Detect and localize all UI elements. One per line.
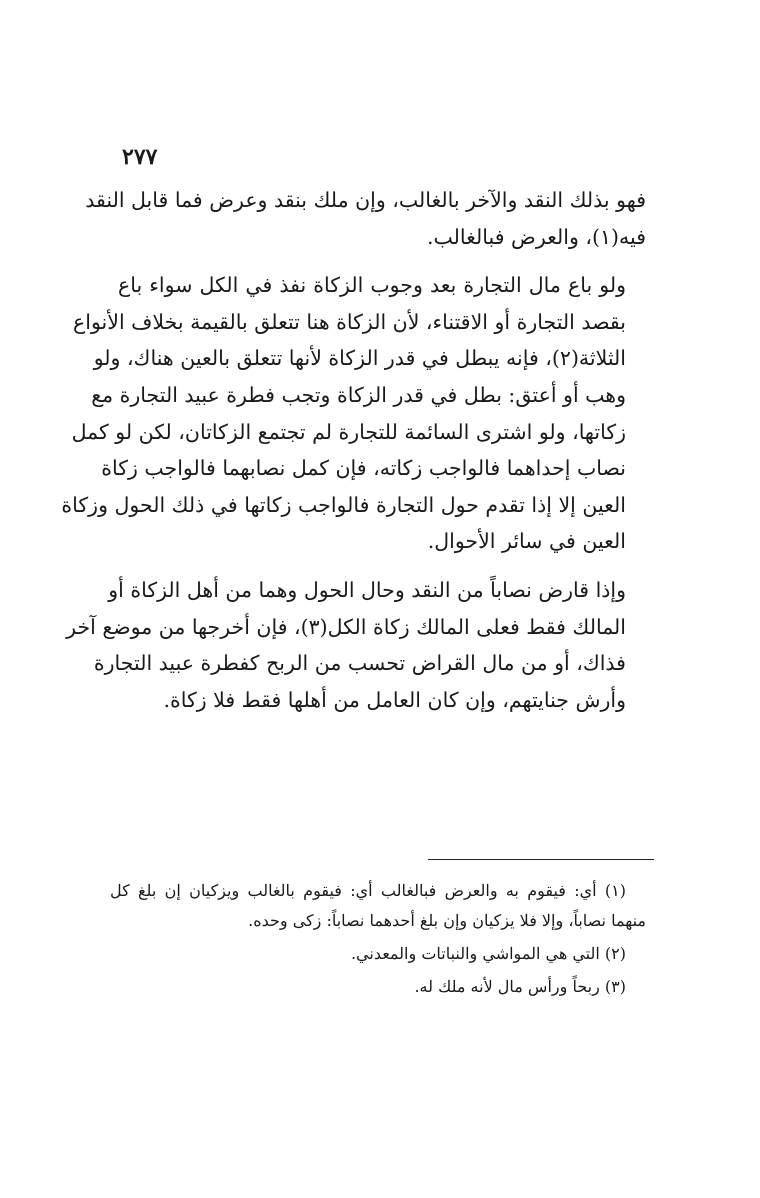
text-line: فذاك، أو من مال القراض تحسب من الربح كفطرة عبيد التجارة xyxy=(93,651,626,676)
footnote-3 xyxy=(110,972,646,1002)
text-line: ولو باع مال التجارة بعد وجوب الزكاة نفذ في الكل سواء باع xyxy=(118,273,626,298)
text-line: زكاتها، ولو اشترى السائمة للتجارة لم تجتمع الزكاتان، لكن لو كمل xyxy=(71,419,626,444)
footnote-2 xyxy=(110,939,646,969)
page-number: ٢٧٧ xyxy=(122,144,158,170)
text-line: المالك فقط فعلى المالك زكاة الكل(٣)، فإن أخرجها من موضع آخر xyxy=(66,614,626,639)
main-text xyxy=(61,182,646,718)
paragraph-1 xyxy=(85,182,646,255)
footnote-separator xyxy=(428,859,654,860)
text-line: وإذا قارض نصاباً من النقد وحال الحول وهما من أهل الزكاة أو xyxy=(108,577,626,602)
text-line: فهو بذلك النقد والآخر بالغالب، وإن ملك بنقد وعرض فما قابل النقد xyxy=(85,188,646,212)
footnote-line: (٣) ربحاً ورأس مال لأنه ملك له. xyxy=(414,977,626,996)
text-line: وهب أو أعتق: بطل في قدر الزكاة وتجب فطرة عبيد التجارة مع xyxy=(91,382,626,407)
text-line: الثلاثة(٢)، فإنه يبطل في قدر الزكاة لأنها تتعلق بالعين هناك، ولو xyxy=(93,346,626,371)
paragraph-3 xyxy=(66,572,646,718)
footnote-1 xyxy=(110,876,646,936)
text-line: فيه(١)، والعرض فبالغالب. xyxy=(427,224,646,249)
footnote-line: (٢) التي هي المواشي والنباتات والمعدني. xyxy=(350,944,626,963)
text-line: العين في سائر الأحوال. xyxy=(427,529,626,554)
footnote-line: منهما نصاباً، وإلا فلا يزكيان وإن بلغ أحدهما نصاباً: زكى وحده. xyxy=(248,911,646,930)
text-line: العين إلا إذا تقدم حول التجارة فالواجب زكاتها في ذلك الحول وزكاة xyxy=(61,492,626,517)
text-line: وأرش جنايتهم، وإن كان العامل من أهلها فقط فلا زكاة. xyxy=(163,687,626,712)
text-line: نصاب إحداهما فالواجب زكاته، فإن كمل نصابهما فالواجب زكاة xyxy=(101,456,626,481)
footnote-line: (١) أي: فيقوم به والعرض فبالغالب أي: فيقوم بالغالب ويزكيان إن بلغ كل xyxy=(110,881,626,900)
text-line: بقصد التجارة أو الاقتناء، لأن الزكاة هنا تتعلق بالقيمة بخلاف الأنواع xyxy=(73,309,626,334)
paragraph-2 xyxy=(61,267,646,560)
footnotes xyxy=(110,876,646,1005)
